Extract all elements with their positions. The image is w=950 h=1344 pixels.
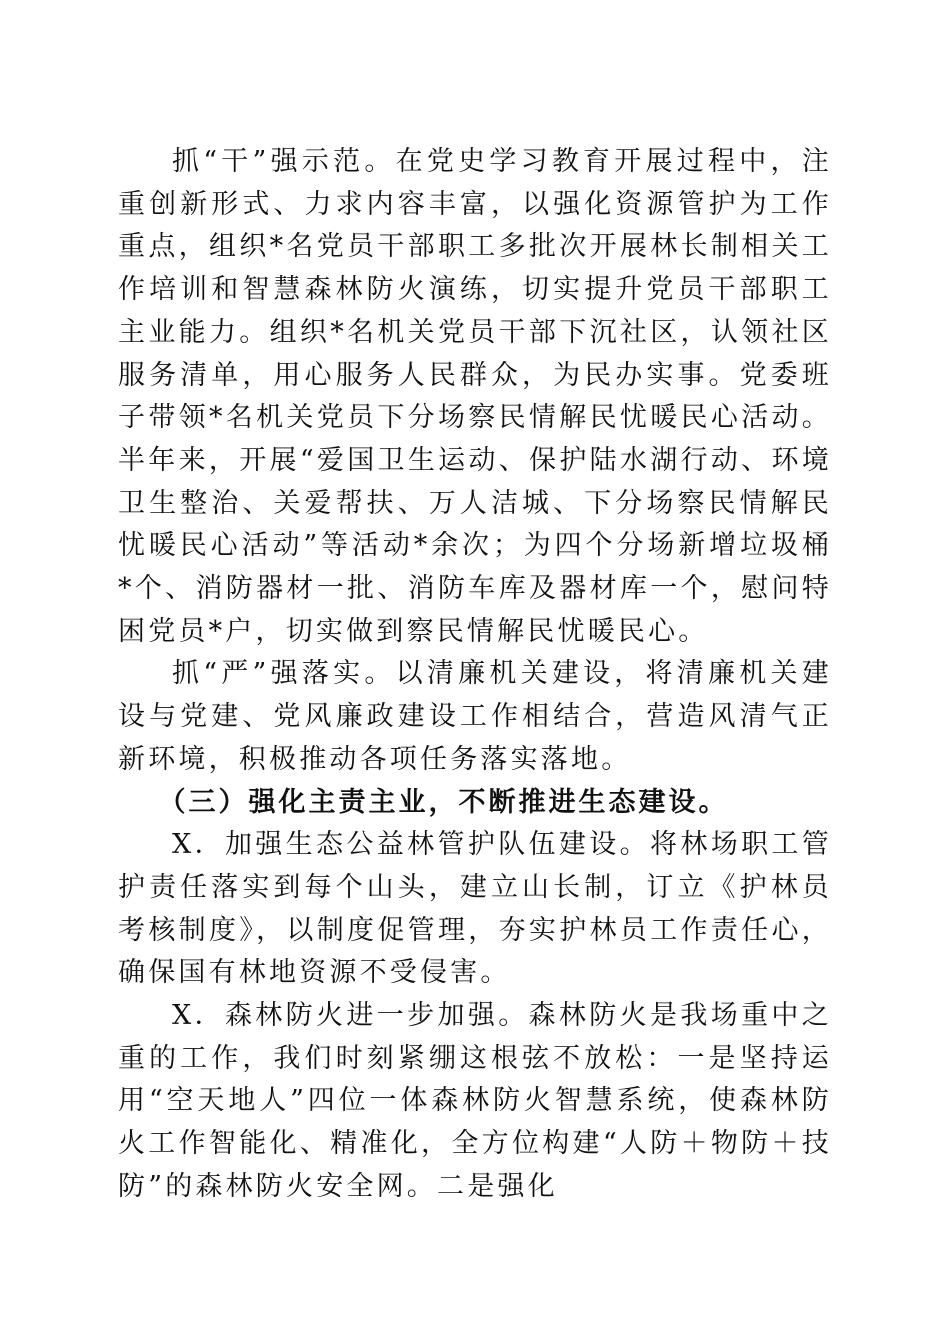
paragraph-implementation: 抓“严”强落实。以清廉机关建设，将清廉机关建设与党建、党风廉政建设工作相结合，营造风清气正新环境，积极推动各项任务落实落地。: [118, 658, 832, 775]
paragraph-fire-prevention: X．森林防火进一步加强。森林防火是我场重中之重的工作，我们时刻紧绷这根弦不放松：一是坚持运用“空天地人”四位一体森林防火智慧系统，使森林防火工作智能化、精准化，全方位构建“人防＋物防＋技防”的森林防火安全网。二是强化: [118, 1000, 832, 1202]
paragraph-demonstration: 抓“干”强示范。在党史学习教育开展过程中，注重创新形式、力求内容丰富，以强化资源管护为工作重点，组织*名党员干部职工多批次开展林长制相关工作培训和智慧森林防火演练，切实提升党员干部职工主业能力。组织*名机关党员干部下沉社区，认领社区服务清单，用心服务人民群众，为民办实事。党委班子带领*名机关党员下分场察民情解民忧暖民心活动。半年来，开展“爱国卫生运动、保护陆水湖行动、环境卫生整治、关爱帮扶、万人洁城、下分场察民情解民忧暖民心活动”等活动*余次；为四个分场新增垃圾桶*个、消防器材一批、消防车库及器材库一个，慰问特困党员*户，切实做到察民情解民忧暖民心。: [118, 146, 832, 647]
paragraph-forest-management: X．加强生态公益林管护队伍建设。将林场职工管护责任落实到每个山头，建立山长制，订立《护林员考核制度》，以制度促管理，夯实护林员工作责任心，确保国有林地资源不受侵害。: [118, 829, 832, 989]
section-heading: （三）强化主责主业，不断推进生态建设。: [158, 786, 729, 818]
document-body: [118, 141, 832, 1209]
